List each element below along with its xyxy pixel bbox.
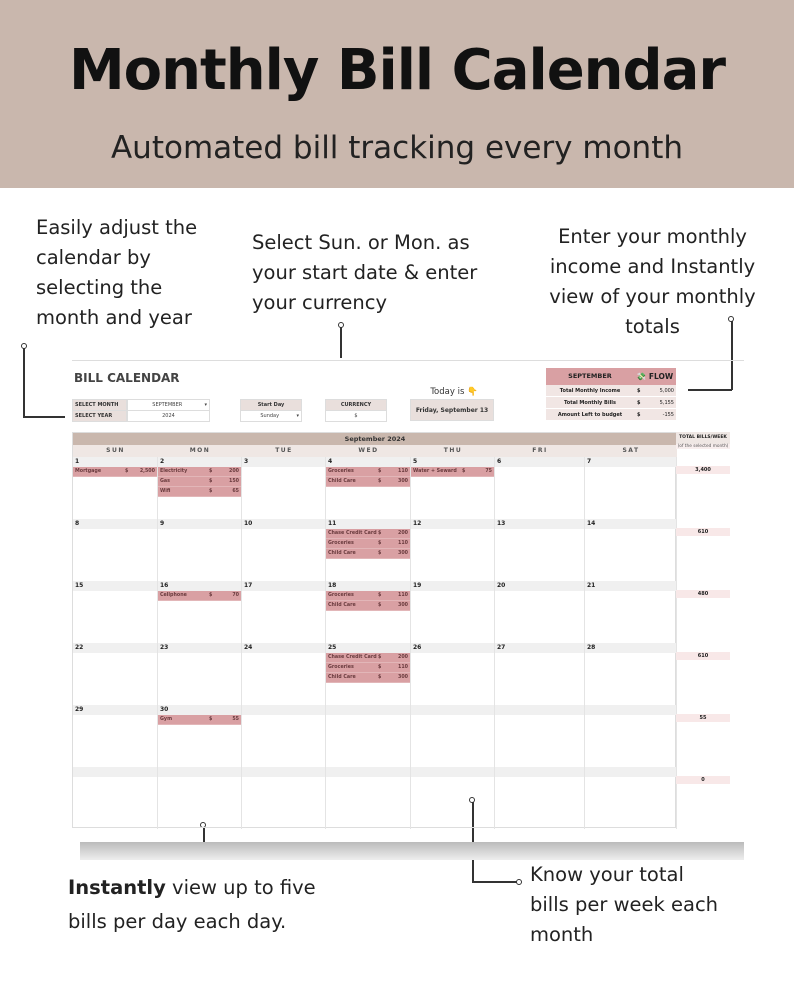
day-cell[interactable] bbox=[495, 705, 585, 767]
day-number: 2 bbox=[158, 457, 241, 467]
callout-line bbox=[23, 347, 25, 417]
weekday-header: SUN bbox=[73, 445, 158, 457]
select-month-label: SELECT MONTH bbox=[72, 399, 127, 411]
note-income: Enter your monthly income and Instantly view of your monthly totals bbox=[549, 225, 756, 338]
flow-row bbox=[546, 409, 676, 421]
callout-dot bbox=[338, 322, 344, 328]
today-label: Today is 👇 bbox=[430, 387, 478, 397]
bill-name: Wifi bbox=[160, 489, 171, 494]
select-month-value: SEPTEMBER bbox=[152, 402, 183, 408]
bill-entry[interactable] bbox=[326, 549, 410, 559]
callout-line bbox=[340, 326, 342, 358]
day-number bbox=[495, 767, 584, 777]
flow-row-currency: $ bbox=[637, 388, 641, 394]
flow-row-value: 5,000 bbox=[659, 388, 674, 394]
day-number: 11 bbox=[326, 519, 410, 529]
day-cell[interactable] bbox=[242, 643, 326, 705]
bill-currency: $ bbox=[209, 717, 213, 722]
day-cell[interactable] bbox=[495, 519, 585, 581]
page-subtitle: Automated bill tracking every month bbox=[110, 130, 684, 166]
day-cell[interactable] bbox=[326, 581, 411, 643]
day-cell[interactable] bbox=[158, 705, 242, 767]
day-cell[interactable] bbox=[326, 767, 411, 829]
start-day-value: Sunday bbox=[260, 413, 280, 419]
day-number: 15 bbox=[73, 581, 157, 591]
day-number bbox=[242, 767, 325, 777]
bill-currency: $ bbox=[209, 489, 213, 494]
day-cell[interactable] bbox=[326, 457, 411, 519]
flow-row-label: Amount Left to budget bbox=[557, 412, 623, 418]
bill-amount: 150 bbox=[228, 479, 239, 484]
day-cell[interactable] bbox=[242, 705, 326, 767]
bill-entry[interactable] bbox=[158, 715, 241, 725]
day-cell[interactable] bbox=[411, 519, 495, 581]
select-year-input[interactable]: 2024 bbox=[127, 410, 210, 422]
bill-currency: $ bbox=[378, 675, 382, 680]
bill-entry[interactable] bbox=[326, 477, 410, 487]
bill-entry[interactable] bbox=[326, 539, 410, 549]
chevron-down-icon: ▾ bbox=[296, 413, 299, 419]
bill-currency: $ bbox=[209, 469, 213, 474]
day-number bbox=[242, 705, 325, 715]
day-cell[interactable] bbox=[242, 581, 326, 643]
header-banner bbox=[0, 0, 794, 188]
day-cell[interactable] bbox=[242, 519, 326, 581]
day-cell[interactable] bbox=[411, 581, 495, 643]
bill-currency: $ bbox=[209, 479, 213, 484]
today-date: Friday, September 13 bbox=[410, 399, 494, 421]
flow-row-currency: $ bbox=[637, 412, 641, 418]
bill-entry[interactable] bbox=[411, 467, 494, 477]
currency-label: CURRENCY bbox=[325, 399, 387, 411]
page-title: Monthly Bill Calendar bbox=[68, 38, 726, 103]
day-number: 27 bbox=[495, 643, 584, 653]
flow-row bbox=[546, 397, 676, 409]
day-number: 19 bbox=[411, 581, 494, 591]
bill-currency: $ bbox=[209, 593, 213, 598]
chevron-down-icon: ▾ bbox=[204, 402, 207, 408]
week-total: 55 bbox=[676, 714, 730, 722]
day-cell[interactable] bbox=[73, 581, 158, 643]
bill-amount: 200 bbox=[228, 469, 239, 474]
note-start: Select Sun. or Mon. as your start date & enter your currency bbox=[252, 231, 478, 314]
note-instantly-rest: view up to five bills per day each day. bbox=[68, 876, 316, 933]
day-cell[interactable] bbox=[326, 705, 411, 767]
day-number bbox=[158, 767, 241, 777]
bill-amount: 110 bbox=[397, 593, 408, 598]
bill-entry[interactable] bbox=[326, 663, 410, 673]
day-cell[interactable] bbox=[326, 643, 411, 705]
weekday-header: SAT bbox=[585, 445, 677, 457]
day-number: 24 bbox=[242, 643, 325, 653]
day-number: 29 bbox=[73, 705, 157, 715]
bill-amount: 300 bbox=[397, 603, 408, 608]
week-total: 480 bbox=[676, 590, 730, 598]
month-header: September 2024 bbox=[73, 433, 677, 445]
callout-line bbox=[472, 881, 518, 883]
bill-currency: $ bbox=[462, 469, 466, 474]
flow-row-value: -155 bbox=[662, 412, 674, 418]
start-day-dropdown[interactable] bbox=[240, 410, 302, 422]
bill-entry[interactable] bbox=[158, 487, 241, 497]
day-number: 1 bbox=[73, 457, 157, 467]
bill-currency: $ bbox=[378, 551, 382, 556]
day-cell[interactable] bbox=[73, 457, 158, 519]
bill-name: Child Care bbox=[328, 551, 356, 556]
bill-amount: 300 bbox=[397, 551, 408, 556]
day-number bbox=[585, 767, 676, 777]
day-number: 18 bbox=[326, 581, 410, 591]
day-cell[interactable] bbox=[495, 643, 585, 705]
bill-entry[interactable] bbox=[158, 477, 241, 487]
day-cell[interactable] bbox=[411, 767, 495, 829]
bill-amount: 70 bbox=[232, 593, 239, 598]
bill-name: Groceries bbox=[328, 469, 354, 474]
day-cell[interactable] bbox=[585, 519, 677, 581]
bill-name: Groceries bbox=[328, 541, 354, 546]
bill-currency: $ bbox=[378, 469, 382, 474]
bill-calendar-sheet bbox=[72, 360, 744, 830]
bill-name: Electricity bbox=[160, 469, 188, 474]
callout-dot bbox=[516, 879, 522, 885]
flow-row-label: Total Monthly Income bbox=[559, 388, 621, 394]
day-cell[interactable] bbox=[73, 519, 158, 581]
start-day-label: Start Day bbox=[240, 399, 302, 411]
bill-amount: 110 bbox=[397, 469, 408, 474]
bill-amount: 110 bbox=[397, 541, 408, 546]
flow-row-value: 5,155 bbox=[659, 400, 674, 406]
day-cell[interactable] bbox=[73, 705, 158, 767]
day-number: 9 bbox=[158, 519, 241, 529]
bill-entry[interactable] bbox=[73, 467, 157, 477]
bill-entry[interactable] bbox=[326, 467, 410, 477]
bill-name: Mortgage bbox=[75, 469, 102, 474]
bill-currency: $ bbox=[125, 469, 129, 474]
day-number bbox=[411, 705, 494, 715]
day-number: 20 bbox=[495, 581, 584, 591]
day-cell[interactable] bbox=[495, 457, 585, 519]
day-number: 25 bbox=[326, 643, 410, 653]
day-number: 13 bbox=[495, 519, 584, 529]
bill-name: Gas bbox=[160, 479, 171, 484]
day-number: 21 bbox=[585, 581, 676, 591]
flow-summary bbox=[546, 368, 676, 424]
day-number: 4 bbox=[326, 457, 410, 467]
bill-name: Water + Seward bbox=[413, 469, 457, 474]
sheet-title: BILL CALENDAR bbox=[74, 371, 180, 385]
callout-dot bbox=[21, 343, 27, 349]
bill-entry[interactable] bbox=[326, 591, 410, 601]
day-number: 5 bbox=[411, 457, 494, 467]
day-cell[interactable] bbox=[585, 705, 677, 767]
bill-amount: 110 bbox=[397, 665, 408, 670]
bill-entry[interactable] bbox=[326, 529, 410, 539]
bill-currency: $ bbox=[378, 541, 382, 546]
bill-name: Chase Credit Card bbox=[328, 531, 377, 536]
callout-line bbox=[23, 416, 65, 418]
day-cell[interactable] bbox=[158, 457, 242, 519]
bill-currency: $ bbox=[378, 665, 382, 670]
day-number: 17 bbox=[242, 581, 325, 591]
bill-amount: 300 bbox=[397, 479, 408, 484]
day-cell[interactable] bbox=[73, 643, 158, 705]
week-total: 610 bbox=[676, 528, 730, 536]
note-instantly-bold: Instantly bbox=[68, 876, 166, 899]
bill-amount: 55 bbox=[232, 717, 239, 722]
day-number: 6 bbox=[495, 457, 584, 467]
bill-amount: 200 bbox=[397, 655, 408, 660]
day-cell[interactable] bbox=[495, 767, 585, 829]
week-total: 0 bbox=[676, 776, 730, 784]
day-cell[interactable] bbox=[326, 519, 411, 581]
day-cell[interactable] bbox=[585, 581, 677, 643]
bill-entry[interactable] bbox=[158, 467, 241, 477]
day-number: 30 bbox=[158, 705, 241, 715]
flow-title: 💸 FLOW bbox=[636, 372, 674, 381]
bill-amount: 75 bbox=[485, 469, 492, 474]
bill-name: Child Care bbox=[328, 479, 356, 484]
bill-name: Chase Credit Card bbox=[328, 655, 377, 660]
week-total: 610 bbox=[676, 652, 730, 660]
day-cell[interactable] bbox=[158, 581, 242, 643]
bill-currency: $ bbox=[378, 603, 382, 608]
day-number bbox=[411, 767, 494, 777]
day-cell[interactable] bbox=[585, 767, 677, 829]
note-weekly: Know your total bills per week each month bbox=[530, 863, 719, 946]
bill-amount: 300 bbox=[397, 675, 408, 680]
day-number: 7 bbox=[585, 457, 676, 467]
day-number bbox=[326, 705, 410, 715]
bill-name: Gym bbox=[160, 717, 173, 722]
bill-amount: 200 bbox=[397, 531, 408, 536]
day-cell[interactable] bbox=[73, 767, 158, 829]
day-cell[interactable] bbox=[495, 581, 585, 643]
bill-name: Groceries bbox=[328, 593, 354, 598]
day-cell[interactable] bbox=[585, 457, 677, 519]
day-number bbox=[326, 767, 410, 777]
bill-currency: $ bbox=[378, 593, 382, 598]
day-number bbox=[585, 705, 676, 715]
weekday-header: WED bbox=[326, 445, 411, 457]
note-instantly bbox=[68, 871, 358, 939]
bill-name: Groceries bbox=[328, 665, 354, 670]
bill-entry[interactable] bbox=[326, 653, 410, 663]
day-cell[interactable] bbox=[242, 457, 326, 519]
bill-currency: $ bbox=[378, 531, 382, 536]
day-cell[interactable] bbox=[158, 519, 242, 581]
weekday-header: MON bbox=[158, 445, 242, 457]
total-header: TOTAL BILLS/WEEK bbox=[676, 432, 730, 444]
bill-name: Child Care bbox=[328, 603, 356, 608]
weekday-header: FRI bbox=[495, 445, 585, 457]
day-number bbox=[495, 705, 584, 715]
bill-currency: $ bbox=[378, 479, 382, 484]
day-cell[interactable] bbox=[411, 643, 495, 705]
day-cell[interactable] bbox=[411, 457, 495, 519]
week-total: 3,400 bbox=[676, 466, 730, 474]
bill-amount: 2,500 bbox=[139, 469, 155, 474]
weekday-header: TUE bbox=[242, 445, 326, 457]
weekday-header: THU bbox=[411, 445, 495, 457]
day-cell[interactable] bbox=[158, 643, 242, 705]
bill-entry[interactable] bbox=[158, 591, 241, 601]
day-number bbox=[73, 767, 157, 777]
day-number: 28 bbox=[585, 643, 676, 653]
day-cell[interactable] bbox=[158, 767, 242, 829]
day-cell[interactable] bbox=[242, 767, 326, 829]
day-cell[interactable] bbox=[411, 705, 495, 767]
flow-row bbox=[546, 385, 676, 397]
day-number: 14 bbox=[585, 519, 676, 529]
day-number: 22 bbox=[73, 643, 157, 653]
day-number: 8 bbox=[73, 519, 157, 529]
total-subheader: (of the selected month) bbox=[677, 444, 729, 449]
bill-amount: 65 bbox=[232, 489, 239, 494]
flow-row-currency: $ bbox=[637, 400, 641, 406]
calendar-grid bbox=[72, 432, 676, 828]
flow-month: SEPTEMBER bbox=[568, 372, 612, 380]
day-number: 23 bbox=[158, 643, 241, 653]
day-number: 10 bbox=[242, 519, 325, 529]
callout-dot bbox=[728, 316, 734, 322]
bill-entry[interactable] bbox=[326, 673, 410, 683]
flow-row-label: Total Monthly Bills bbox=[564, 400, 616, 406]
day-number: 3 bbox=[242, 457, 325, 467]
day-number: 26 bbox=[411, 643, 494, 653]
select-year-label: SELECT YEAR bbox=[72, 410, 127, 422]
day-number: 12 bbox=[411, 519, 494, 529]
bill-name: Cellphone bbox=[160, 593, 187, 598]
day-number: 16 bbox=[158, 581, 241, 591]
note-adjust: Easily adjust the calendar by selecting the month and year bbox=[36, 216, 198, 329]
bill-name: Child Care bbox=[328, 675, 356, 680]
sheet-shadow bbox=[80, 842, 744, 860]
bill-entry[interactable] bbox=[326, 601, 410, 611]
currency-input[interactable]: $ bbox=[325, 410, 387, 422]
day-cell[interactable] bbox=[585, 643, 677, 705]
bill-currency: $ bbox=[378, 655, 382, 660]
